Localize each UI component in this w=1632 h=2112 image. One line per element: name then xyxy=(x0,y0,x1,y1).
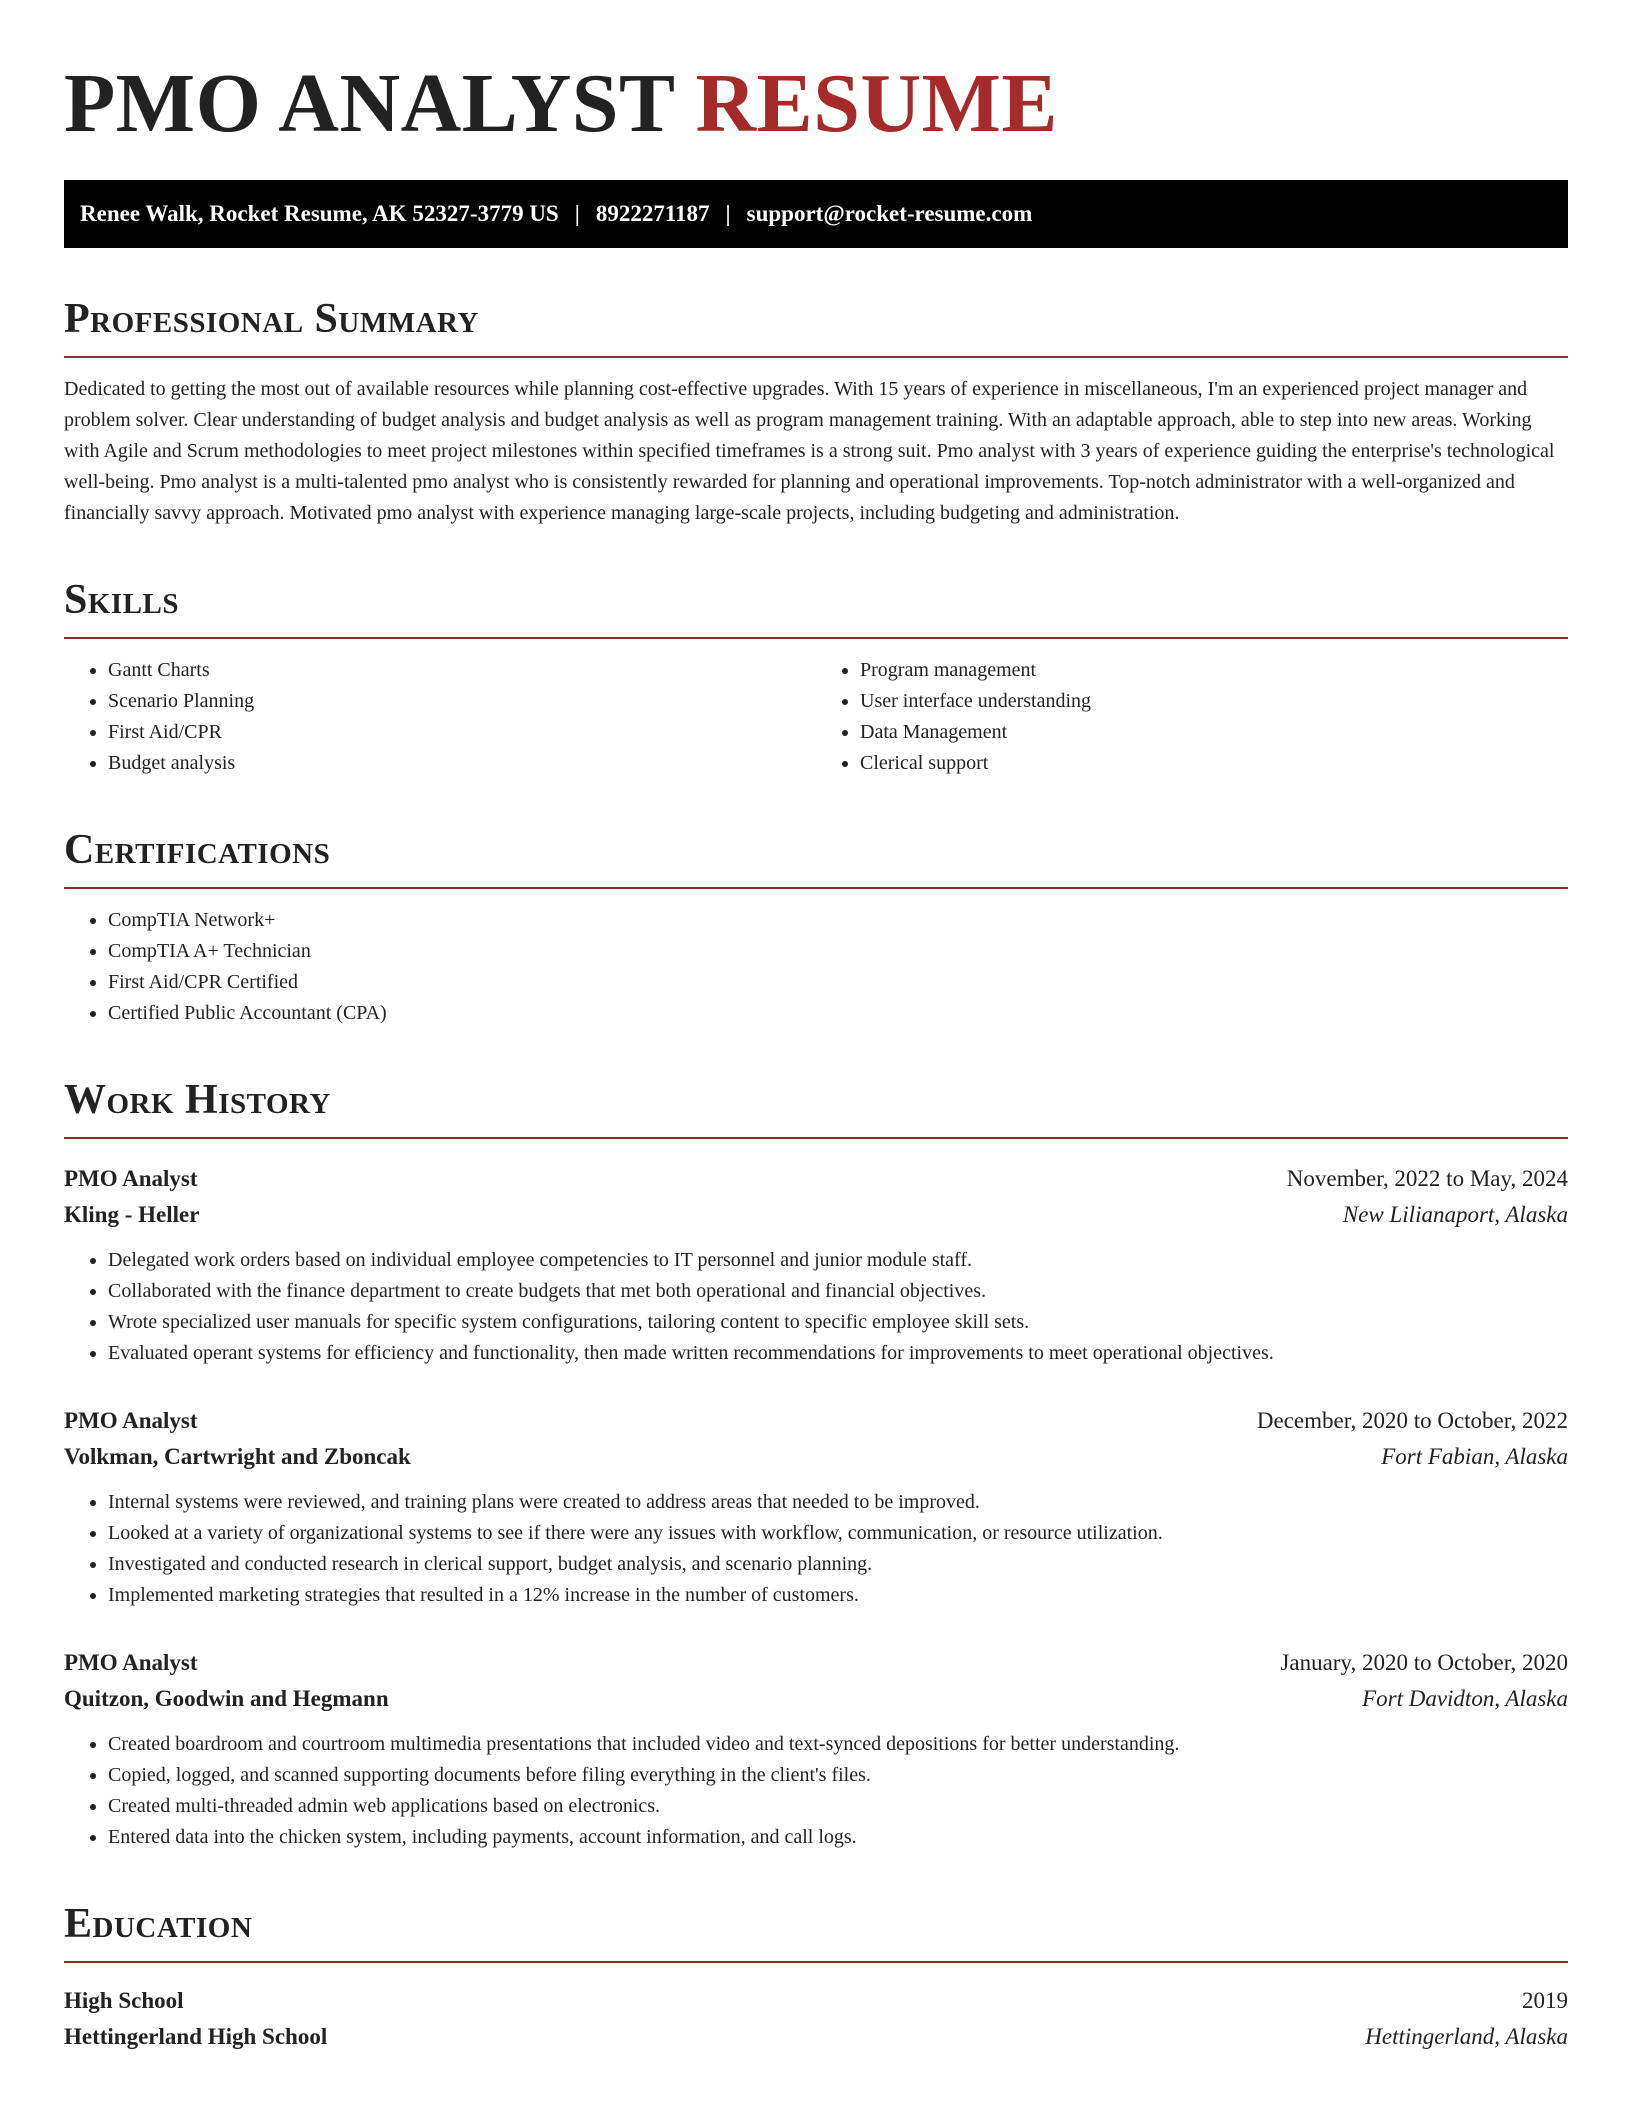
job-company-row xyxy=(64,1681,1568,1717)
job-entry xyxy=(64,1645,1568,1853)
job-title: PMO Analyst xyxy=(64,1650,198,1675)
job-company: Volkman, Cartwright and Zboncak xyxy=(64,1444,411,1469)
education-heading: Education xyxy=(64,1901,253,1947)
certifications-heading: Certifications xyxy=(64,827,331,873)
job-bullet: • Delegated work orders based on individual employee competencies to IT personnel and junior module staff. xyxy=(108,1245,1568,1276)
job-bullet: • Internal systems were reviewed, and training plans were created to address areas that needed to be improved. xyxy=(108,1487,1568,1518)
certifications-list xyxy=(64,905,1568,1029)
job-bullet: • Looked at a variety of organizational systems to see if there were any issues with workflow, communication, or resource utilization. xyxy=(108,1518,1568,1549)
job-bullet: • Created multi-threaded admin web applications based on electronics. xyxy=(108,1791,1568,1822)
certification-item: • First Aid/CPR Certified xyxy=(108,967,1568,998)
skill-item: • User interface understanding xyxy=(860,686,1568,717)
contact-phone[interactable]: 8922271187 xyxy=(595,201,710,226)
certification-item: • CompTIA A+ Technician xyxy=(108,936,1568,967)
job-bullet: • Implemented marketing strategies that resulted in a 12% increase in the number of customers. xyxy=(108,1580,1568,1611)
education-school-row xyxy=(64,2019,1568,2055)
title-main: PMO ANALYST xyxy=(64,57,674,150)
job-title: PMO Analyst xyxy=(64,1166,198,1191)
certification-item: • Certified Public Accountant (CPA) xyxy=(108,998,1568,1029)
job-bullet: • Created boardroom and courtroom multimedia presentations that included video and text-synced depositions for better understanding. xyxy=(108,1729,1568,1760)
skill-item: • Budget analysis xyxy=(108,748,816,779)
section-divider xyxy=(64,637,1568,639)
contact-email[interactable]: support@rocket-resume.com xyxy=(746,201,1033,226)
job-location: Fort Davidton, Alaska xyxy=(1362,1686,1568,1711)
job-bullet: • Entered data into the chicken system, including payments, account information, and call logs. xyxy=(108,1822,1568,1853)
job-bullet: • Evaluated operant systems for efficiency and functionality, then made written recommendations for improvements to meet operational objectives. xyxy=(108,1338,1568,1369)
education-degree: High School xyxy=(64,1988,184,2013)
section-divider xyxy=(64,356,1568,358)
education-location: Hettingerland, Alaska xyxy=(1365,2024,1568,2049)
job-entry xyxy=(64,1161,1568,1369)
education-header-row xyxy=(64,1983,1568,2019)
job-company: Quitzon, Goodwin and Hegmann xyxy=(64,1686,389,1711)
summary-heading: Professional Summary xyxy=(64,296,479,342)
summary-text: Dedicated to getting the most out of available resources while planning cost-effective upgrades. With 15 years of experience in miscellaneous, I'm an experienced project manager and problem solver. Clear understanding of budget analysis and budget analysis as well as program management training. With an adaptable approach, able to step into new areas. Working with Agile and Scrum methodologies to meet project milestones within specified timeframes is a strong suit. Pmo analyst with 3 years of experience guiding the enterprise's technological well-being. Pmo analyst is a multi-talented pmo analyst who is consistently rewarded for planning and operational improvements. Top-notch administrator with a well-organized and financially savvy approach. Motivated pmo analyst with experience managing large-scale projects, including budgeting and administration. xyxy=(64,378,1555,524)
job-bullets xyxy=(64,1729,1568,1853)
section-divider xyxy=(64,887,1568,889)
education-year: 2019 xyxy=(1522,1988,1568,2013)
job-bullets xyxy=(64,1245,1568,1369)
job-dates: November, 2022 to May, 2024 xyxy=(1286,1166,1568,1191)
job-entry xyxy=(64,1403,1568,1611)
certification-item: • CompTIA Network+ xyxy=(108,905,1568,936)
contact-separator: | xyxy=(725,201,731,226)
skills-grid xyxy=(64,655,1568,779)
resume-title xyxy=(64,58,1568,150)
job-header-row xyxy=(64,1645,1568,1681)
contact-bar xyxy=(64,180,1568,248)
skill-item: • Data Management xyxy=(860,717,1568,748)
skill-item: • First Aid/CPR xyxy=(108,717,816,748)
job-bullet: • Wrote specialized user manuals for specific system configurations, tailoring content to specific employee skill sets. xyxy=(108,1307,1568,1338)
skill-item: • Gantt Charts xyxy=(108,655,816,686)
skills-list-left xyxy=(64,655,816,779)
job-bullet: • Copied, logged, and scanned supporting documents before filing everything in the client's files. xyxy=(108,1760,1568,1791)
skill-item: • Program management xyxy=(860,655,1568,686)
job-bullet: • Collaborated with the finance department to create budgets that met both operational and financial objectives. xyxy=(108,1276,1568,1307)
title-accent: RESUME xyxy=(695,57,1058,150)
job-company: Kling - Heller xyxy=(64,1202,200,1227)
job-header-row xyxy=(64,1161,1568,1197)
education-school: Hettingerland High School xyxy=(64,2024,328,2049)
job-dates: December, 2020 to October, 2022 xyxy=(1256,1408,1568,1433)
education-entry xyxy=(64,1983,1568,2055)
job-bullets xyxy=(64,1487,1568,1611)
job-dates: January, 2020 to October, 2020 xyxy=(1280,1650,1568,1675)
work-history-heading: Work History xyxy=(64,1077,331,1123)
job-location: Fort Fabian, Alaska xyxy=(1381,1444,1568,1469)
skills-heading: Skills xyxy=(64,577,180,623)
job-company-row xyxy=(64,1439,1568,1475)
job-bullet: • Investigated and conducted research in clerical support, budget analysis, and scenario planning. xyxy=(108,1549,1568,1580)
job-header-row xyxy=(64,1403,1568,1439)
skill-item: • Clerical support xyxy=(860,748,1568,779)
job-company-row xyxy=(64,1197,1568,1233)
job-location: New Lilianaport, Alaska xyxy=(1342,1202,1568,1227)
skill-item: • Scenario Planning xyxy=(108,686,816,717)
job-title: PMO Analyst xyxy=(64,1408,198,1433)
section-divider xyxy=(64,1961,1568,1963)
section-divider xyxy=(64,1137,1568,1139)
contact-address: Renee Walk, Rocket Resume, AK 52327-3779 US xyxy=(80,201,559,226)
contact-separator: | xyxy=(574,201,580,226)
skills-list-right xyxy=(816,655,1568,779)
